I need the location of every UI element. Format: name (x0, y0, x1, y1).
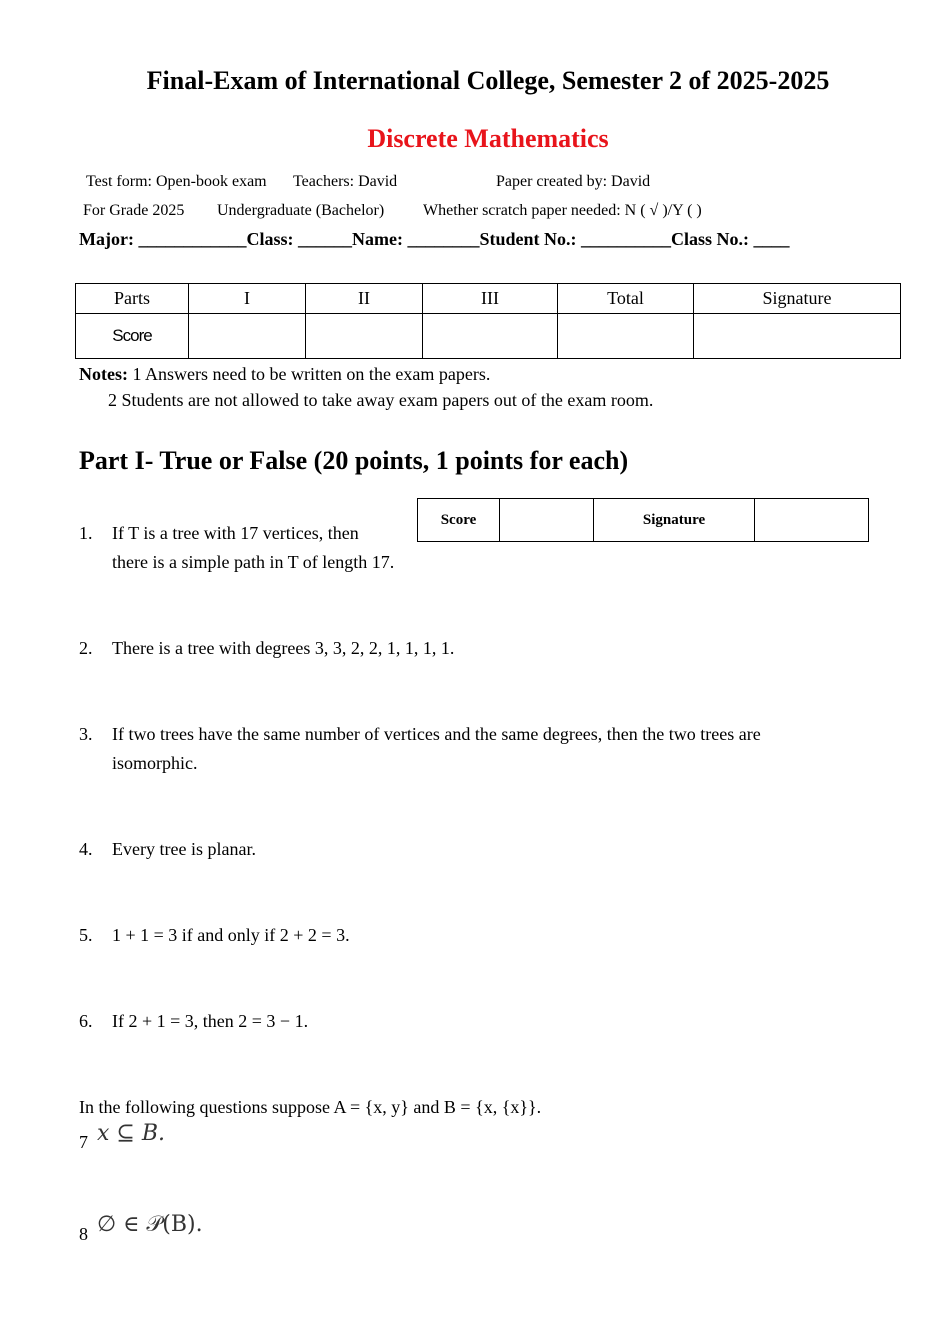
question-6 (0, 1007, 950, 1037)
question-text-cont: there is a simple path in T of length 17. (112, 552, 395, 572)
question-text: If T is a tree with 17 vertices, then (112, 523, 359, 543)
exam-title: Final-Exam of International College, Semester 2 of 2025-2025 (146, 66, 830, 95)
header-part-3: III (423, 284, 558, 314)
question-text: 1 + 1 = 3 if and only if 2 + 2 = 3. (112, 925, 350, 945)
notes-label: Notes: (79, 364, 128, 384)
score-cell-part-2[interactable] (306, 314, 423, 359)
question-8-expression: ∅ ∈ 𝒫(B). (97, 1212, 203, 1237)
teachers: Teachers: David (293, 173, 398, 190)
test-form: Test form: Open-book exam (86, 173, 267, 190)
question-text: If 2 + 1 = 3, then 2 = 3 − 1. (112, 1011, 309, 1031)
score-cell-signature[interactable] (694, 314, 901, 359)
question-number: 6. (79, 1011, 93, 1031)
score-cell-part-1[interactable] (189, 314, 306, 359)
question-3 (0, 720, 950, 780)
score-table (75, 283, 901, 359)
question-8-number: 8 (79, 1224, 88, 1244)
student-info-line: Major: ____________Class: ______Name: ________Student No.: __________Class No.: ____ (79, 229, 790, 249)
scratch-paper: Whether scratch paper needed: N ( √ )/Y ( ) (423, 202, 702, 219)
score-cell-total[interactable] (558, 314, 694, 359)
row-score-label: Score (76, 314, 189, 359)
header-total: Total (558, 284, 694, 314)
level: Undergraduate (Bachelor) (217, 202, 385, 219)
question-text: If two trees have the same number of vertices and the same degrees, then the two trees are (112, 724, 761, 744)
notes-line-1 (79, 364, 490, 385)
question-number: 3. (79, 724, 93, 744)
question-number: 1. (79, 523, 93, 543)
header-part-2: II (306, 284, 423, 314)
subject-title: Discrete Mathematics (367, 124, 609, 153)
question-text: Every tree is planar. (112, 839, 256, 859)
part-1-title: Part I- True or False (20 points, 1 points for each) (79, 446, 629, 475)
grade: For Grade 2025 (83, 202, 185, 219)
question-number: 2. (79, 638, 93, 658)
question-number: 5. (79, 925, 93, 945)
part-1-score-label: Score (418, 499, 500, 542)
question-text: There is a tree with degrees 3, 3, 2, 2, 1, 1, 1, 1. (112, 638, 455, 658)
score-cell-part-3[interactable] (423, 314, 558, 359)
notes-line-2: 2 Students are not allowed to take away exam papers out of the exam room. (108, 390, 654, 410)
question-number: 4. (79, 839, 93, 859)
question-1 (0, 519, 950, 579)
header-parts: Parts (76, 284, 189, 314)
question-7-expression: x ⊆ B. (97, 1121, 165, 1146)
notes-text-1: 1 Answers need to be written on the exam papers. (127, 364, 491, 384)
part-1-signature-label: Signature (594, 499, 755, 542)
question-2 (0, 634, 950, 664)
header-signature: Signature (694, 284, 901, 314)
question-4 (0, 835, 950, 865)
set-intro: In the following questions suppose A = {x, y} and B = {x, {x}}. (79, 1097, 542, 1117)
question-5 (0, 921, 950, 951)
paper-created: Paper created by: David (496, 173, 651, 190)
question-text-cont: isomorphic. (112, 753, 198, 773)
question-7-number: 7 (79, 1132, 88, 1152)
header-part-1: I (189, 284, 306, 314)
